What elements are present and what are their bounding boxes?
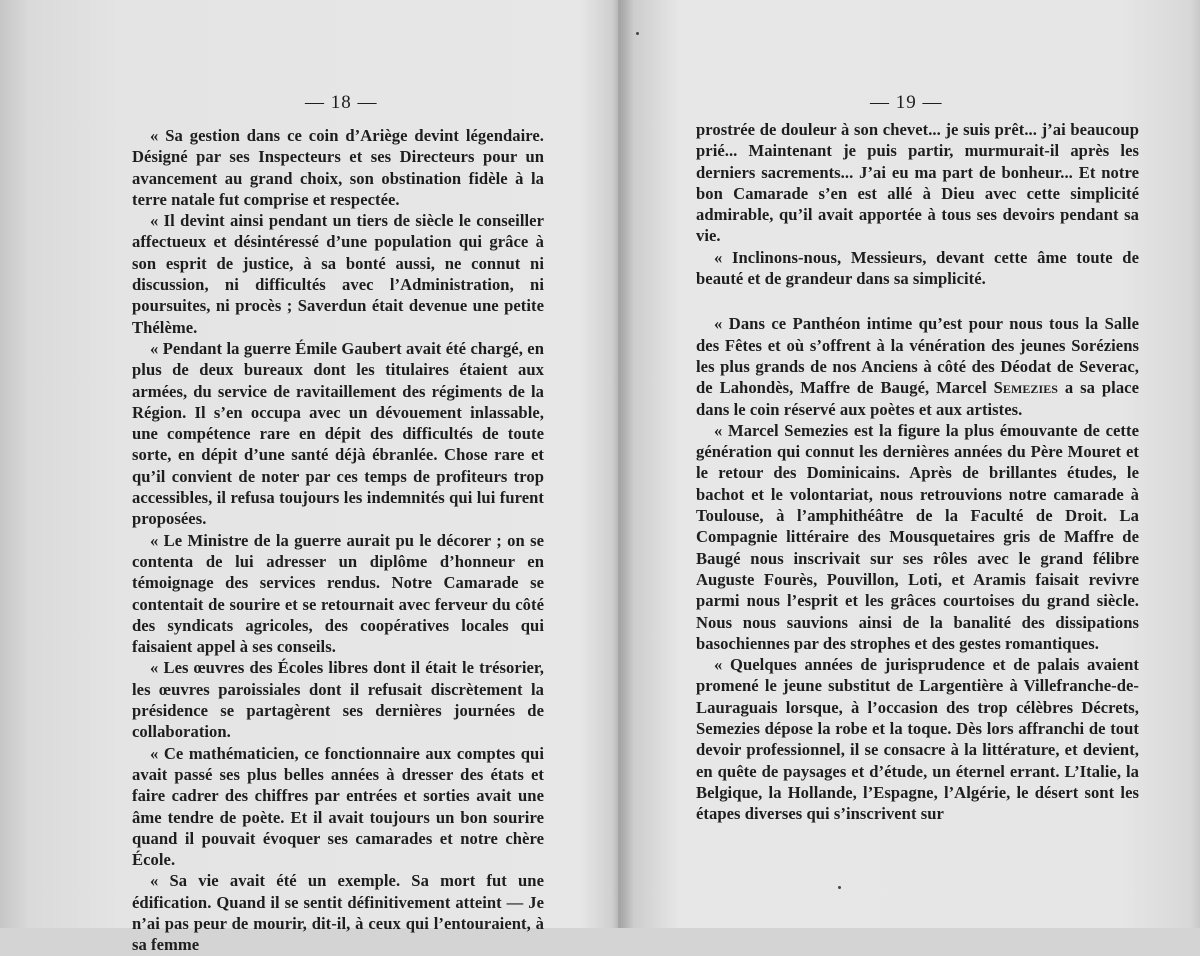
semezies-name: Semezies <box>993 378 1058 398</box>
paragraph: « Inclinons-nous, Messieurs, devant cette âme toute de beauté et de grandeur dans sa simplicité. <box>696 247 1139 289</box>
paper-speck <box>838 886 841 889</box>
right-page <box>630 0 1200 928</box>
paragraph: « Il devint ainsi pendant un tiers de siècle le conseiller affectueux et désintéressé d’une population qui grâce à son esprit de justice, à sa bonté aussi, ne connut ni discussion, ni difficultés avec l’Administration, ni poursuites, ni procès ; Saverdun était devenue une petite Thélème. <box>132 211 544 337</box>
pantheon-text-end: a sa place dans le coin réservé aux poètes et aux artistes. <box>696 378 1139 419</box>
paragraph: « Ce mathématicien, ce fonctionnaire aux comptes qui avait passé ses plus belles années à dresser des états et faire cadrer des chiffres par entrées et sorties avait une âme tendre de poète. Et il avait toujours un bon sourire quand il pouvait évoquer ses camarades et notre chère École. <box>132 743 544 870</box>
paragraph: « Les œuvres des Écoles libres dont il était le trésorier, les œuvres paroissiales dont il refusait discrètement la présidence se partagèrent ses dernières journées de collaboration. <box>132 658 544 742</box>
paragraph: « Sa vie avait été un exemple. Sa mort fut une édification. Quand il se sentit définitivement atteint — Je n’ai pas peur de mourir, dit-il, à ceux qui l’entouraient, à sa femme <box>132 871 544 955</box>
paragraph: « Pendant la guerre Émile Gaubert avait été chargé, en plus de deux bureaux dont les titulaires étaient aux armées, du service de ravitaillement des régiments de la Région. Il s’en occupa avec un dévouement inlassable, une compétence rare en dépit des difficultés de toute sorte, en dépit d’une santé déjà ébranlée. Chose rare et qu’il convient de noter par ces temps de profiteurs trop accessibles, il refusa toujours les indemnités qui lui furent proposées. <box>132 338 544 529</box>
section-break <box>696 289 1139 313</box>
pantheon-text: « Dans ce Panthéon intime qu’est pour nous tous la Salle des Fêtes et où s’offrent à la vénération des jeunes Soréziens les plus grands de nos Anciens à côté des Déodat de Severac, de Lahondès, Maffre de Baugé, Marcel <box>696 314 1139 398</box>
paragraph: « Marcel Semezies est la figure la plus émouvante de cette génération qui connut les dernières années du Père Mouret et le retour des Dominicains. Après de brillantes études, le bachot et le volontariat, nous retrouvions notre camarade à Toulouse, à l’amphithéâtre de la Faculté de Droit. La Compagnie littéraire des Mousquetaires gris de Maffre de Baugé nous inscrivait sur ses rôles avec le grand félibre Auguste Fourès, Pouvillon, Loti, et Aramis faisait revivre parmi nous l’esprit et les grâces courtoises du grand siècle. Nous nous sauvions ainsi de la banalité des dissipations basochiennes par des strophes et des gestes romantiques. <box>696 420 1139 653</box>
paragraph: « Le Ministre de la guerre aurait pu le décorer ; on se contenta de lui adresser un diplôme d’honneur en témoignage des services rendus. Notre Camarade se contentait de sourire et se retournait avec ferveur du côté des syndicats agricoles, des coopératives locales qui faisaient appel à ses conseils. <box>132 530 544 657</box>
page-number-right: — 19 — <box>870 92 943 113</box>
paper-speck <box>636 32 639 35</box>
left-page-text <box>132 125 544 956</box>
right-page-text <box>696 119 1139 825</box>
book-gutter <box>618 0 621 928</box>
page-number-left: — 18 — <box>305 92 378 113</box>
paragraph-continuation: prostrée de douleur à son chevet... je suis prêt... j’ai beaucoup prié... Maintenant je puis partir, murmurait-il après les derniers sacrements... J’ai eu ma part de bonheur... Et notre bon Camarade s’en est allé à Dieu avec cette simplicité admirable, qu’il avait apportée à tous ses devoirs pendant sa vie. <box>696 120 1139 246</box>
paragraph: « Quelques années de jurisprudence et de palais avaient promené le jeune substitut de Largentière à Villefranche-de-Lauraguais lorsque, à l’occasion des trop célèbres Décrets, Semezies dépose la robe et la toque. Dès lors affranchi de tout devoir professionnel, il se consacre à la littérature, et devient, en quête de paysages et d’étude, un éternel errant. L’Italie, la Belgique, la Hollande, l’Espagne, l’Algérie, le désert sont les étapes diverses qui s’inscrivent sur <box>696 655 1139 824</box>
paragraph: « Sa gestion dans ce coin d’Ariège devint légendaire. Désigné par ses Inspecteurs et ses Directeurs pour un avancement au grand choix, son obstination fidèle à la terre natale fut comprise et respectée. <box>132 126 544 209</box>
paragraph-pantheon <box>696 313 1139 419</box>
